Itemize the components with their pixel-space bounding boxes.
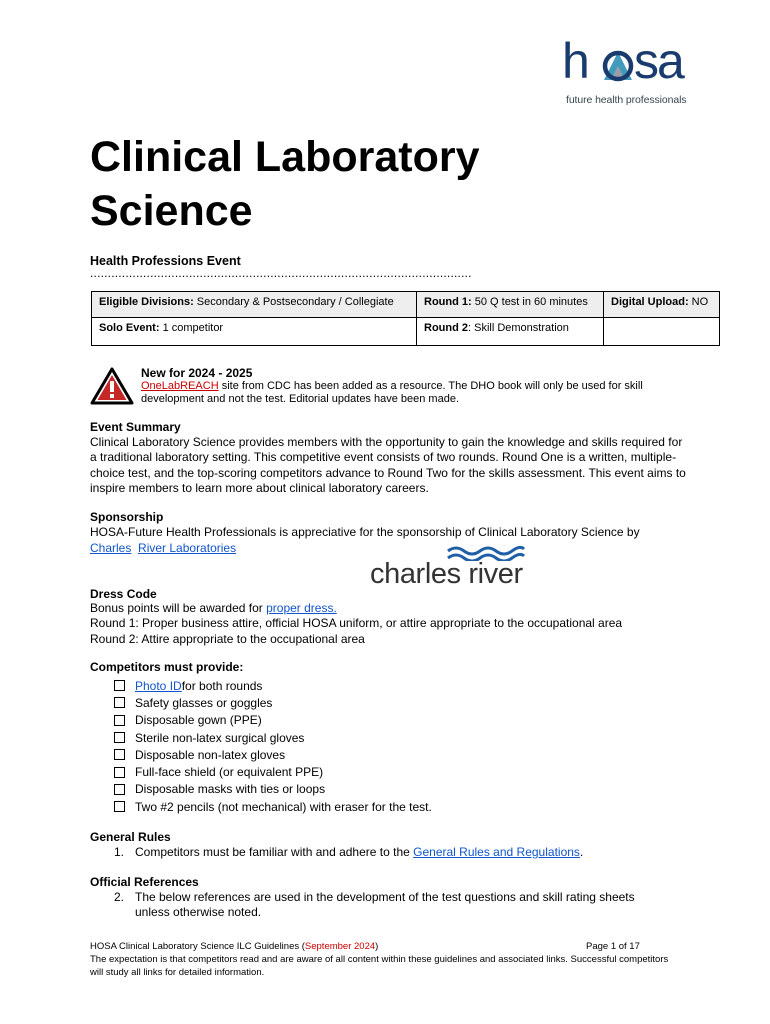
checkbox[interactable]: [114, 732, 125, 743]
proper-dress-link[interactable]: proper dress.: [266, 601, 337, 615]
page-title: Clinical Laboratory Science: [90, 133, 480, 235]
round1-cell: Round 1: 50 Q test in 60 minutes: [417, 292, 604, 318]
list-item: Full-face shield (or equivalent PPE): [114, 763, 432, 780]
event-summary-heading: Event Summary: [90, 420, 181, 434]
page-number: Page 1 of 17: [586, 941, 640, 952]
empty-cell: [604, 318, 720, 346]
checkbox[interactable]: [114, 784, 125, 795]
reference-item: 2. The below references are used in the development of the test questions and skill rating sheets unless otherwise noted.: [114, 890, 635, 919]
checkbox[interactable]: [114, 697, 125, 708]
table-row: [92, 292, 720, 318]
hosa-logo: [560, 28, 700, 110]
checkbox[interactable]: [114, 680, 125, 691]
general-rule-item: 1. Competitors must be familiar with and adhere to the General Rules and Regulations.: [114, 845, 584, 859]
list-item: Two #2 pencils (not mechanical) with eraser for the test.: [114, 798, 432, 815]
new-notice-body: OneLabREACH site from CDC has been added as a resource. The DHO book will only be used for skill development and not the test. Editorial updates have been made.: [141, 380, 643, 405]
competitors-checklist: [114, 677, 432, 815]
general-rules-heading: General Rules: [90, 830, 171, 844]
upload-cell: Digital Upload: NO: [604, 292, 720, 318]
sponsor-link-line: [90, 541, 236, 555]
dress-round1-line: Round 1: Proper business attire, official HOSA uniform, or attire appropriate to the occupational area: [90, 616, 623, 630]
divisions-cell: Eligible Divisions: Secondary & Postsecondary / Collegiate: [92, 292, 417, 318]
footer-note: The expectation is that competitors read and are aware of all content within these guidelines and associated links. Successful competitors will study all links for detailed information.: [90, 954, 669, 978]
list-item: Safety glasses or goggles: [114, 694, 432, 711]
dress-code-heading: Dress Code: [90, 587, 157, 601]
charles-link[interactable]: Charles: [90, 541, 132, 555]
event-info-table: [91, 291, 720, 346]
footer-doc-title: HOSA Clinical Laboratory Science ILC Guidelines (September 2024): [90, 941, 379, 952]
sponsorship-heading: Sponsorship: [90, 510, 164, 524]
checkbox[interactable]: [114, 801, 125, 812]
round2-cell: Round 2: Skill Demonstration: [417, 318, 604, 346]
svg-text:sa: sa: [634, 33, 683, 89]
list-item: Disposable non-latex gloves: [114, 746, 432, 763]
checkbox[interactable]: [114, 749, 125, 760]
list-item: Disposable masks with ties or loops: [114, 781, 432, 798]
new-notice-title: New for 2024 - 2025: [141, 366, 253, 380]
official-references-heading: Official References: [90, 875, 199, 889]
dotted-divider: ............................................................................................................: [90, 266, 472, 280]
hosa-logo-mark: [560, 28, 700, 92]
solo-cell: Solo Event: 1 competitor: [92, 318, 417, 346]
competitors-provide-heading: Competitors must provide:: [90, 660, 244, 674]
event-category: Health Professions Event: [90, 254, 241, 268]
photo-id-link[interactable]: Photo ID: [135, 678, 182, 693]
general-rules-link[interactable]: General Rules and Regulations: [413, 845, 580, 859]
list-item: Disposable gown (PPE): [114, 712, 432, 729]
table-row: [92, 318, 720, 346]
charles-river-wordmark: charles river: [370, 558, 523, 590]
checkbox[interactable]: [114, 767, 125, 778]
list-item: Sterile non-latex surgical gloves: [114, 729, 432, 746]
warning-icon: [90, 366, 134, 406]
hosa-tagline: future health professionals: [566, 94, 687, 106]
river-laboratories-link[interactable]: River Laboratories: [138, 541, 237, 555]
svg-text:h: h: [562, 33, 588, 89]
list-item: Photo ID for both rounds: [114, 677, 432, 694]
onelabreach-link[interactable]: OneLabREACH: [141, 380, 219, 392]
sponsorship-text: HOSA-Future Health Professionals is appreciative for the sponsorship of Clinical Laboratory Science by: [90, 525, 640, 539]
dress-bonus-line: Bonus points will be awarded for proper dress.: [90, 601, 337, 615]
event-summary-text: Clinical Laboratory Science provides members with the opportunity to gain the knowledge and skills required for a traditional laboratory setting. This competitive event consists of two rounds. Round One is a written, multiple-choice test, and the top-scoring competitors advance to Round Two for the skills assessment. This event aims to inspire members to learn more about clinical laboratory careers.: [90, 435, 686, 495]
dress-round2-line: Round 2: Attire appropriate to the occupational area: [90, 632, 365, 646]
checkbox[interactable]: [114, 715, 125, 726]
charles-river-logo: [370, 545, 560, 591]
